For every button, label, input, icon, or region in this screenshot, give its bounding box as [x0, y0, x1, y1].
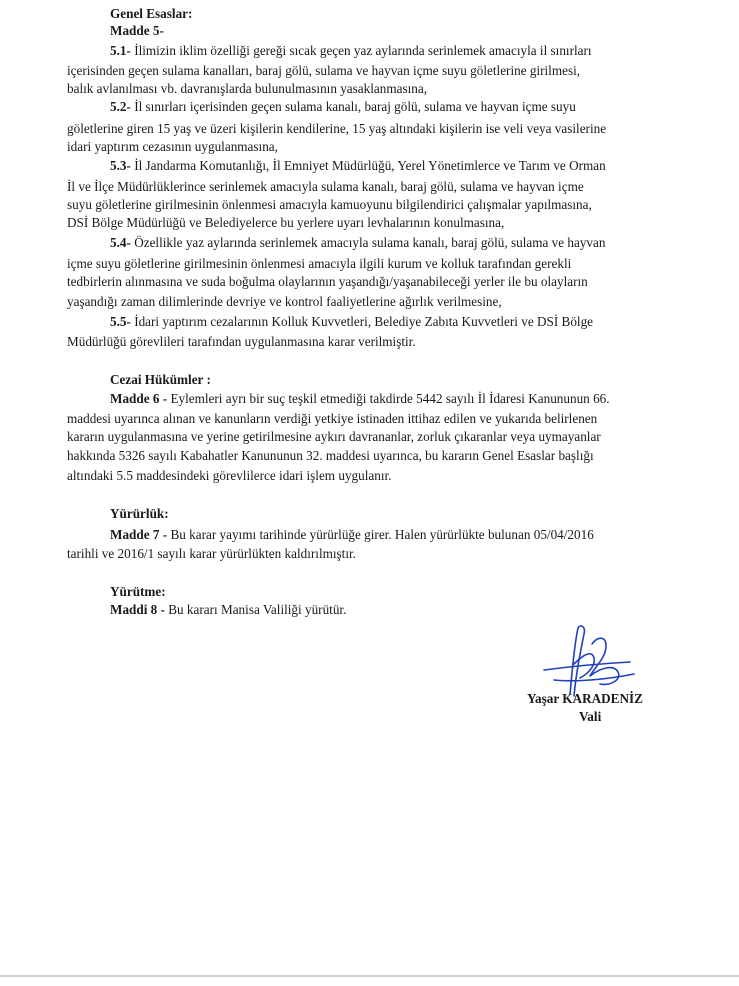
para-5-3-line4: DSİ Bölge Müdürlüğü ve Belediyelerce bu yerlere uyarı levhalarının konulmasına,	[67, 215, 505, 230]
madde7-text: Bu karar yayımı tarihinde yürürlüğe girer. Halen yürürlükte bulunan 05/04/2016	[170, 527, 594, 542]
madde6-line5: altındaki 5.5 maddesindeki görevlilerce idari işlem uygulanır.	[67, 468, 392, 483]
para-5-3-line3: suyu göletlerine girilmesinin önlenmesi amacıyla kamuoyunu bilgilendirici çalışmalar yapılmasına,	[67, 197, 592, 212]
madde6-label: Madde 6 -	[110, 391, 168, 406]
madde8-label: Maddi 8 -	[110, 602, 165, 617]
madde7-line2: tarihli ve 2016/1 sayılı karar yürürlükten kaldırılmıştır.	[67, 546, 356, 561]
madde6-line2: maddesi uyarınca alınan ve kanunların verdiği yetkiye istinaden ittihaz edilen ve yukarıda belirlenen	[67, 411, 598, 426]
cezai-hukumler-heading: Cezai Hükümler :	[110, 372, 211, 387]
madde8-text: Bu kararı Manisa Valiliği yürütür.	[168, 602, 347, 617]
para-5-1-number: 5.1-	[110, 43, 131, 58]
para-5-4-line1	[110, 234, 605, 252]
para-5-5-line2: Müdürlüğü görevlileri tarafından uygulanmasına karar verilmiştir.	[67, 334, 416, 349]
madde6-text: Eylemleri ayrı bir suç teşkil etmediği takdirde 5442 sayılı İl İdaresi Kanununun 66.	[170, 391, 610, 406]
para-5-3-line2: İl ve İlçe Müdürlüklerince serinlemek amacıyla sulama kanalı, baraj gölü, sulama ve hayvan içme	[67, 179, 584, 194]
signer-title: Vali	[579, 709, 602, 724]
para-5-1-line3: balık avlanılması vb. davranışlarda bulunulmasının yasaklanmasına,	[67, 81, 428, 96]
madde5-title: Madde 5-	[110, 23, 164, 38]
madde6-line4: hakkında 5326 sayılı Kabahatler Kanununun 32. maddesi uyarınca, bu kararın Genel Esaslar başlığı	[67, 448, 594, 463]
para-5-4-text: Özellikle yaz aylarında serinlemek amacıyla sulama kanalı, baraj gölü, sulama ve hayvan	[134, 235, 606, 250]
madde7-line1	[110, 526, 594, 544]
genel-esaslar-heading: Genel Esaslar:	[110, 6, 193, 21]
yurutme-heading: Yürütme:	[110, 584, 166, 599]
para-5-1-line1	[110, 42, 592, 60]
madde6-line1	[110, 390, 610, 408]
signer-name: Yaşar KARADENİZ	[527, 691, 643, 706]
para-5-2-line2: göletlerine giren 15 yaş ve üzeri kişilerin kendilerine, 15 yaş altındaki kişilerin ise veli veya vasilerine	[67, 121, 607, 136]
para-5-4-line4: yaşandığı zaman dilimlerinde devriye ve kontrol faaliyetlerine ağırlık verilmesine,	[67, 294, 502, 309]
madde8-line1	[110, 601, 346, 619]
para-5-3-text: İl Jandarma Komutanlığı, İl Emniyet Müdürlüğü, Yerel Yönetimlerce ve Tarım ve Orman	[134, 158, 606, 173]
yururluk-heading: Yürürlük:	[110, 506, 169, 521]
para-5-2-text: İl sınırları içerisinden geçen sulama kanalı, baraj gölü, sulama ve hayvan içme suyu	[134, 99, 576, 114]
para-5-2-number: 5.2-	[110, 99, 131, 114]
para-5-4-line3: tedbirlerin alınmasına ve suda boğulma olaylarının yaşandığı/yaşanabileceği yerler ile bu olayların	[67, 274, 588, 289]
madde7-label: Madde 7 -	[110, 527, 168, 542]
madde6-line3: kararın uygulanmasına ve yerine getirilmesine aykırı davrananlar, zorluk çıkaranlar veya uymayanlar	[67, 429, 601, 444]
page-bottom-rule	[0, 975, 739, 977]
para-5-3-number: 5.3-	[110, 158, 131, 173]
para-5-4-number: 5.4-	[110, 235, 131, 250]
para-5-5-text: İdari yaptırım cezalarının Kolluk Kuvvetleri, Belediye Zabıta Kuvvetleri ve DSİ Bölge	[134, 314, 594, 329]
para-5-3-line1	[110, 157, 606, 175]
para-5-1-text: İlimizin iklim özelliği gereği sıcak geçen yaz aylarında serinlemek amacıyla il sınırları	[134, 43, 592, 58]
para-5-5-line1	[110, 313, 593, 331]
para-5-4-line2: içme suyu göletlerine girilmesinin önlenmesi amacıyla ilgili kurum ve kolluk tarafından gerekli	[67, 256, 572, 271]
para-5-2-line3: idari yaptırım cezasının uygulanmasına,	[67, 139, 278, 154]
para-5-5-number: 5.5-	[110, 314, 131, 329]
para-5-2-line1	[110, 98, 576, 116]
para-5-1-line2: içerisinden geçen sulama kanalları, baraj gölü, sulama ve hayvan içme suyu göletlerine girilmesi,	[67, 63, 581, 78]
